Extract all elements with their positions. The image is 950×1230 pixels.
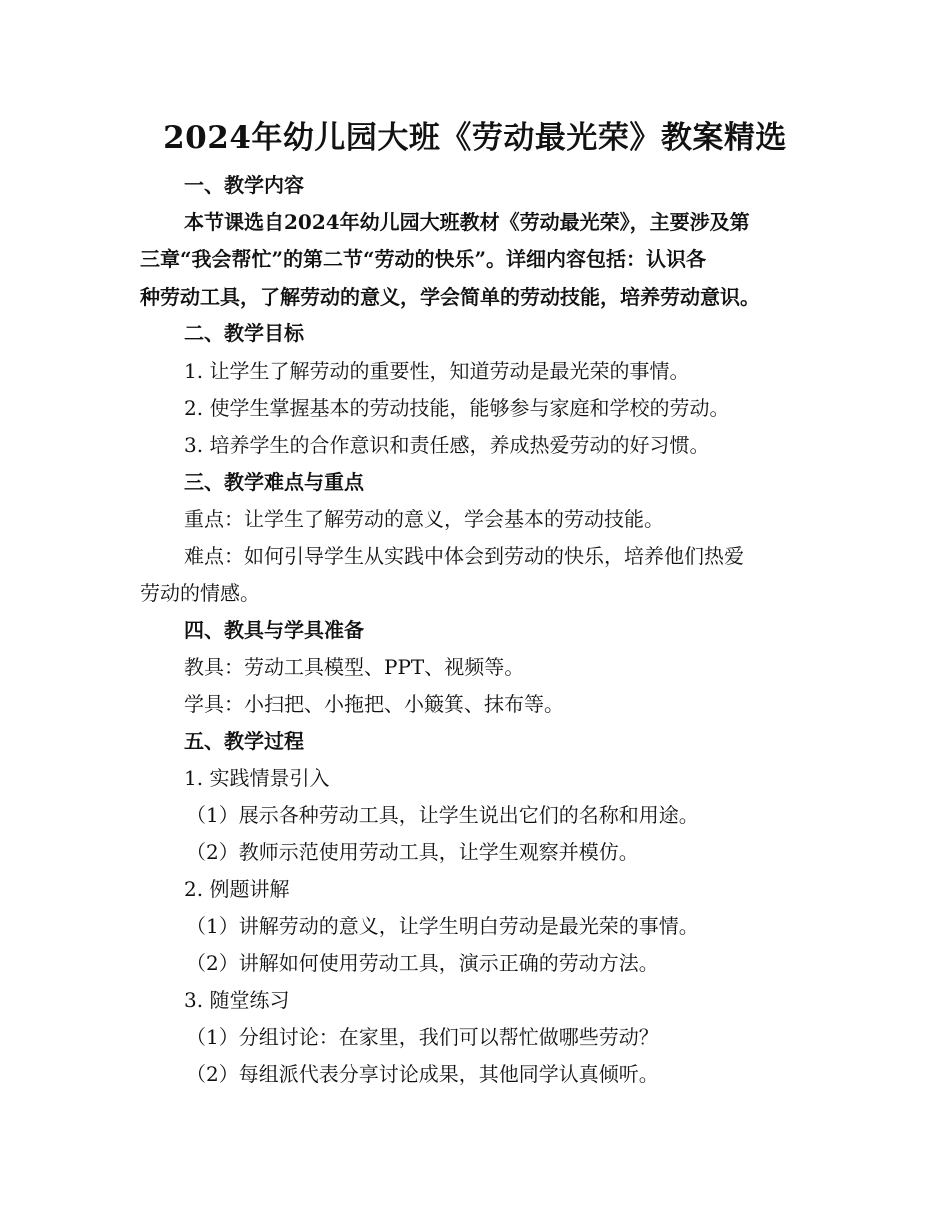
section-heading-key-points: 三、教学难点与重点 <box>184 470 364 494</box>
process-step-2-label: 2. 例题讲解 <box>184 877 290 901</box>
process-step-3-sub-1: （1）分组讨论：在家里，我们可以帮忙做哪些劳动？ <box>186 1025 659 1049</box>
objective-item-1: 1. 让学生了解劳动的重要性，知道劳动是最光荣的事情。 <box>184 359 690 383</box>
content-paragraph-line-1: 本节课选自2024年幼儿园大班教材《劳动最光荣》，主要涉及第 <box>184 210 750 234</box>
process-step-1-label: 1. 实践情景引入 <box>184 766 330 790</box>
key-point-text: 重点：让学生了解劳动的意义，学会基本的劳动技能。 <box>184 507 664 531</box>
teacher-tools-text: 教具：劳动工具模型、PPT、视频等。 <box>184 655 525 679</box>
document-title: 2024年幼儿园大班《劳动最光荣》教案精选 <box>163 120 787 156</box>
difficulty-line-1: 难点：如何引导学生从实践中体会到劳动的快乐，培养他们热爱 <box>184 544 744 568</box>
process-step-3-label: 3. 随堂练习 <box>184 988 290 1012</box>
difficulty-line-2: 劳动的情感。 <box>140 581 260 605</box>
process-step-1-sub-2: （2）教师示范使用劳动工具，让学生观察并模仿。 <box>186 840 639 864</box>
process-step-2-sub-1: （1）讲解劳动的意义，让学生明白劳动是最光荣的事情。 <box>186 914 699 938</box>
process-step-1-sub-1: （1）展示各种劳动工具，让学生说出它们的名称和用途。 <box>186 803 699 827</box>
content-paragraph-line-2: 三章“我会帮忙”的第二节“劳动的快乐”。详细内容包括：认识各 <box>140 247 707 271</box>
process-step-2-sub-2: （2）讲解如何使用劳动工具，演示正确的劳动方法。 <box>186 951 659 975</box>
objective-item-3: 3. 培养学生的合作意识和责任感，养成热爱劳动的好习惯。 <box>184 433 710 457</box>
section-heading-process: 五、教学过程 <box>184 729 304 753</box>
section-heading-objectives: 二、教学目标 <box>184 321 304 345</box>
objective-item-2: 2. 使学生掌握基本的劳动技能，能够参与家庭和学校的劳动。 <box>184 396 730 420</box>
process-step-3-sub-2: （2）每组派代表分享讨论成果，其他同学认真倾听。 <box>186 1062 659 1086</box>
content-paragraph-line-3: 种劳动工具，了解劳动的意义，学会简单的劳动技能，培养劳动意识。 <box>140 285 760 309</box>
section-heading-content: 一、教学内容 <box>184 173 304 197</box>
section-heading-materials: 四、教具与学具准备 <box>184 618 364 642</box>
student-tools-text: 学具：小扫把、小拖把、小簸箕、抹布等。 <box>184 692 564 716</box>
